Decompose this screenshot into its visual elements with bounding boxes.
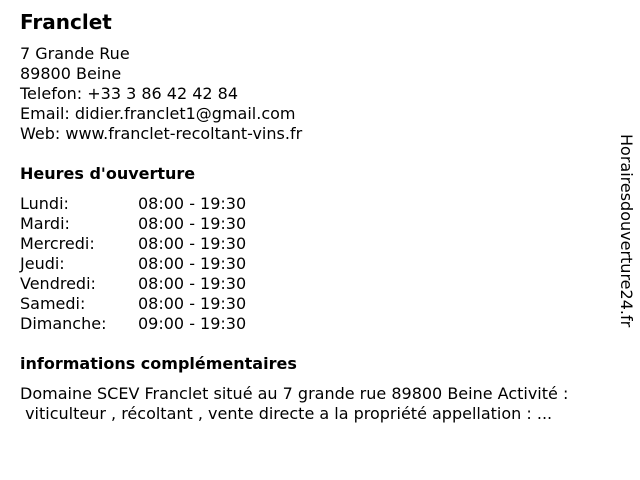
hours-row-wednesday (20, 234, 246, 254)
day-label: Mercredi: (20, 234, 95, 253)
hours-row-friday (20, 274, 246, 294)
address-street: 7 Grande Rue (20, 44, 130, 63)
day-label: Mardi: (20, 214, 70, 233)
business-name: Franclet (20, 10, 112, 34)
hours-row-sunday (20, 314, 246, 334)
hours-row-tuesday (20, 214, 246, 234)
time-range: 08:00 - 19:30 (138, 254, 247, 273)
description-line-1: Domaine SCEV Franclet situé au 7 grande rue 89800 Beine Activité : (20, 384, 569, 403)
contact-block (20, 44, 302, 144)
time-range: 08:00 - 19:30 (138, 274, 247, 293)
day-label: Vendredi: (20, 274, 96, 293)
time-range: 08:00 - 19:30 (138, 194, 247, 213)
additional-info-text (20, 384, 630, 424)
opening-hours-table (20, 194, 246, 334)
day-label: Jeudi: (20, 254, 65, 273)
description-line-2: viticulteur , récoltant , vente directe a la propriété appellation : ... (20, 404, 553, 423)
phone-line: Telefon: +33 3 86 42 42 84 (20, 84, 239, 103)
time-range: 08:00 - 19:30 (138, 214, 247, 233)
email-line: Email: didier.franclet1@gmail.com (20, 104, 296, 123)
address-city: 89800 Beine (20, 64, 122, 83)
day-label: Samedi: (20, 294, 86, 313)
hours-row-thursday (20, 254, 246, 274)
site-watermark: Horairesdouverture24.fr (617, 134, 636, 328)
time-range: 08:00 - 19:30 (138, 294, 247, 313)
web-line: Web: www.franclet-recoltant-vins.fr (20, 124, 303, 143)
day-label: Dimanche: (20, 314, 107, 333)
opening-hours-heading: Heures d'ouverture (20, 164, 196, 183)
additional-info-heading: informations complémentaires (20, 354, 297, 373)
time-range: 08:00 - 19:30 (138, 234, 247, 253)
hours-row-monday (20, 194, 246, 214)
day-label: Lundi: (20, 194, 69, 213)
time-range: 09:00 - 19:30 (138, 314, 247, 333)
hours-row-saturday (20, 294, 246, 314)
